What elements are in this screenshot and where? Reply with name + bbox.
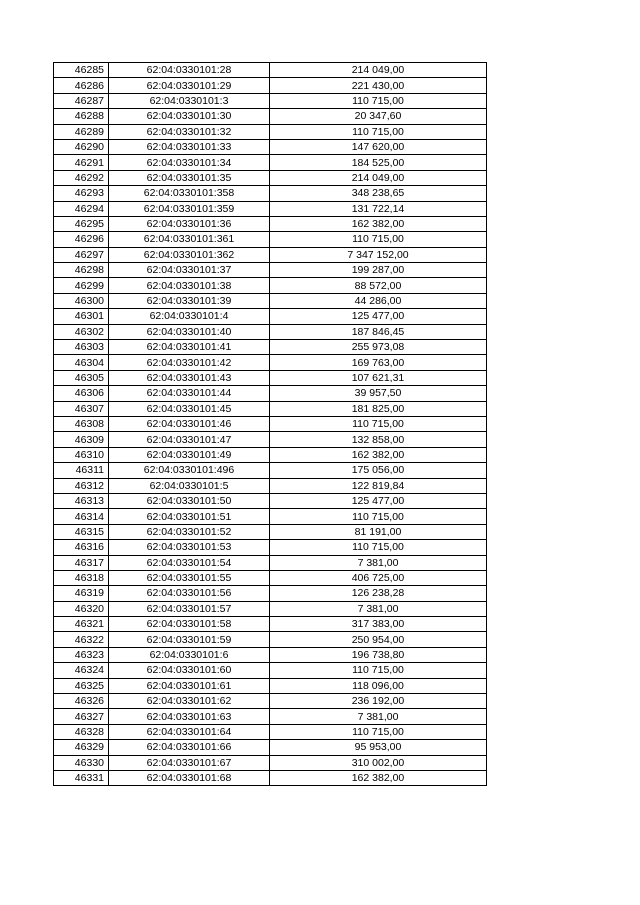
table-row bbox=[54, 601, 487, 616]
table-row bbox=[54, 509, 487, 524]
value-cell: 7 381,00 bbox=[270, 601, 487, 616]
row-number-cell: 46331 bbox=[54, 770, 109, 785]
cadastral-number-cell: 62:04:0330101:33 bbox=[109, 139, 270, 154]
value-cell: 110 715,00 bbox=[270, 540, 487, 555]
cadastral-number-cell: 62:04:0330101:55 bbox=[109, 570, 270, 585]
row-number-cell: 46323 bbox=[54, 647, 109, 662]
value-cell: 162 382,00 bbox=[270, 216, 487, 231]
row-number-cell: 46307 bbox=[54, 401, 109, 416]
value-cell: 122 819,84 bbox=[270, 478, 487, 493]
row-number-cell: 46290 bbox=[54, 139, 109, 154]
table-row bbox=[54, 109, 487, 124]
cadastral-number-cell: 62:04:0330101:66 bbox=[109, 740, 270, 755]
row-number-cell: 46319 bbox=[54, 586, 109, 601]
value-cell: 187 846,45 bbox=[270, 324, 487, 339]
cadastral-number-cell: 62:04:0330101:43 bbox=[109, 370, 270, 385]
value-cell: 39 957,50 bbox=[270, 386, 487, 401]
row-number-cell: 46302 bbox=[54, 324, 109, 339]
row-number-cell: 46309 bbox=[54, 432, 109, 447]
row-number-cell: 46303 bbox=[54, 340, 109, 355]
value-cell: 184 525,00 bbox=[270, 155, 487, 170]
row-number-cell: 46312 bbox=[54, 478, 109, 493]
cadastral-number-cell: 62:04:0330101:49 bbox=[109, 447, 270, 462]
cadastral-number-cell: 62:04:0330101:358 bbox=[109, 186, 270, 201]
cadastral-number-cell: 62:04:0330101:63 bbox=[109, 709, 270, 724]
cadastral-number-cell: 62:04:0330101:361 bbox=[109, 232, 270, 247]
cadastral-value-table bbox=[53, 62, 487, 786]
row-number-cell: 46318 bbox=[54, 570, 109, 585]
value-cell: 7 347 152,00 bbox=[270, 247, 487, 262]
table-row bbox=[54, 232, 487, 247]
table-row bbox=[54, 447, 487, 462]
table-row bbox=[54, 386, 487, 401]
table-row bbox=[54, 463, 487, 478]
cadastral-number-cell: 62:04:0330101:28 bbox=[109, 63, 270, 78]
table-row bbox=[54, 263, 487, 278]
value-cell: 110 715,00 bbox=[270, 663, 487, 678]
row-number-cell: 46297 bbox=[54, 247, 109, 262]
value-cell: 131 722,14 bbox=[270, 201, 487, 216]
cadastral-number-cell: 62:04:0330101:64 bbox=[109, 724, 270, 739]
value-cell: 310 002,00 bbox=[270, 755, 487, 770]
row-number-cell: 46287 bbox=[54, 93, 109, 108]
value-cell: 110 715,00 bbox=[270, 124, 487, 139]
value-cell: 175 056,00 bbox=[270, 463, 487, 478]
cadastral-number-cell: 62:04:0330101:68 bbox=[109, 770, 270, 785]
value-cell: 196 738,80 bbox=[270, 647, 487, 662]
value-cell: 125 477,00 bbox=[270, 309, 487, 324]
table-row bbox=[54, 740, 487, 755]
row-number-cell: 46317 bbox=[54, 555, 109, 570]
table-row bbox=[54, 63, 487, 78]
value-cell: 81 191,00 bbox=[270, 524, 487, 539]
cadastral-number-cell: 62:04:0330101:45 bbox=[109, 401, 270, 416]
table-row bbox=[54, 247, 487, 262]
table-row bbox=[54, 401, 487, 416]
value-cell: 132 858,00 bbox=[270, 432, 487, 447]
value-cell: 110 715,00 bbox=[270, 232, 487, 247]
value-cell: 7 381,00 bbox=[270, 709, 487, 724]
value-cell: 348 238,65 bbox=[270, 186, 487, 201]
row-number-cell: 46306 bbox=[54, 386, 109, 401]
row-number-cell: 46322 bbox=[54, 632, 109, 647]
table-row bbox=[54, 678, 487, 693]
table-row bbox=[54, 663, 487, 678]
value-cell: 169 763,00 bbox=[270, 355, 487, 370]
cadastral-number-cell: 62:04:0330101:32 bbox=[109, 124, 270, 139]
table-row bbox=[54, 617, 487, 632]
table-row bbox=[54, 709, 487, 724]
table-row bbox=[54, 139, 487, 154]
table-row bbox=[54, 416, 487, 431]
table-row bbox=[54, 370, 487, 385]
row-number-cell: 46326 bbox=[54, 694, 109, 709]
table-row bbox=[54, 124, 487, 139]
row-number-cell: 46292 bbox=[54, 170, 109, 185]
table-row bbox=[54, 216, 487, 231]
value-cell: 20 347,60 bbox=[270, 109, 487, 124]
value-cell: 214 049,00 bbox=[270, 170, 487, 185]
cadastral-number-cell: 62:04:0330101:59 bbox=[109, 632, 270, 647]
row-number-cell: 46300 bbox=[54, 293, 109, 308]
table-row bbox=[54, 724, 487, 739]
cadastral-number-cell: 62:04:0330101:40 bbox=[109, 324, 270, 339]
table-row bbox=[54, 278, 487, 293]
row-number-cell: 46285 bbox=[54, 63, 109, 78]
row-number-cell: 46315 bbox=[54, 524, 109, 539]
table-body bbox=[54, 63, 487, 786]
value-cell: 255 973,08 bbox=[270, 340, 487, 355]
table-row bbox=[54, 570, 487, 585]
cadastral-number-cell: 62:04:0330101:46 bbox=[109, 416, 270, 431]
value-cell: 317 383,00 bbox=[270, 617, 487, 632]
cadastral-number-cell: 62:04:0330101:362 bbox=[109, 247, 270, 262]
value-cell: 162 382,00 bbox=[270, 770, 487, 785]
cadastral-number-cell: 62:04:0330101:36 bbox=[109, 216, 270, 231]
cadastral-number-cell: 62:04:0330101:60 bbox=[109, 663, 270, 678]
cadastral-number-cell: 62:04:0330101:61 bbox=[109, 678, 270, 693]
value-cell: 147 620,00 bbox=[270, 139, 487, 154]
row-number-cell: 46295 bbox=[54, 216, 109, 231]
row-number-cell: 46311 bbox=[54, 463, 109, 478]
row-number-cell: 46304 bbox=[54, 355, 109, 370]
row-number-cell: 46313 bbox=[54, 493, 109, 508]
cadastral-number-cell: 62:04:0330101:57 bbox=[109, 601, 270, 616]
value-cell: 406 725,00 bbox=[270, 570, 487, 585]
table-row bbox=[54, 93, 487, 108]
table-row bbox=[54, 478, 487, 493]
table-row bbox=[54, 694, 487, 709]
cadastral-number-cell: 62:04:0330101:47 bbox=[109, 432, 270, 447]
table-row bbox=[54, 340, 487, 355]
row-number-cell: 46316 bbox=[54, 540, 109, 555]
cadastral-number-cell: 62:04:0330101:5 bbox=[109, 478, 270, 493]
table-row bbox=[54, 186, 487, 201]
table-row bbox=[54, 524, 487, 539]
cadastral-number-cell: 62:04:0330101:29 bbox=[109, 78, 270, 93]
table-row bbox=[54, 632, 487, 647]
table-row bbox=[54, 432, 487, 447]
table-row bbox=[54, 493, 487, 508]
cadastral-number-cell: 62:04:0330101:51 bbox=[109, 509, 270, 524]
value-cell: 214 049,00 bbox=[270, 63, 487, 78]
row-number-cell: 46305 bbox=[54, 370, 109, 385]
cadastral-number-cell: 62:04:0330101:67 bbox=[109, 755, 270, 770]
table-row bbox=[54, 647, 487, 662]
cadastral-number-cell: 62:04:0330101:6 bbox=[109, 647, 270, 662]
value-cell: 110 715,00 bbox=[270, 724, 487, 739]
row-number-cell: 46308 bbox=[54, 416, 109, 431]
row-number-cell: 46329 bbox=[54, 740, 109, 755]
cadastral-number-cell: 62:04:0330101:30 bbox=[109, 109, 270, 124]
cadastral-number-cell: 62:04:0330101:496 bbox=[109, 463, 270, 478]
cadastral-number-cell: 62:04:0330101:38 bbox=[109, 278, 270, 293]
cadastral-number-cell: 62:04:0330101:58 bbox=[109, 617, 270, 632]
value-cell: 125 477,00 bbox=[270, 493, 487, 508]
table-row bbox=[54, 201, 487, 216]
table-row bbox=[54, 78, 487, 93]
cadastral-number-cell: 62:04:0330101:41 bbox=[109, 340, 270, 355]
table-row bbox=[54, 770, 487, 785]
row-number-cell: 46301 bbox=[54, 309, 109, 324]
cadastral-number-cell: 62:04:0330101:54 bbox=[109, 555, 270, 570]
cadastral-value-table-wrapper bbox=[53, 62, 487, 786]
row-number-cell: 46294 bbox=[54, 201, 109, 216]
row-number-cell: 46310 bbox=[54, 447, 109, 462]
row-number-cell: 46330 bbox=[54, 755, 109, 770]
table-row bbox=[54, 755, 487, 770]
cadastral-number-cell: 62:04:0330101:35 bbox=[109, 170, 270, 185]
table-row bbox=[54, 293, 487, 308]
value-cell: 95 953,00 bbox=[270, 740, 487, 755]
row-number-cell: 46286 bbox=[54, 78, 109, 93]
value-cell: 107 621,31 bbox=[270, 370, 487, 385]
table-row bbox=[54, 309, 487, 324]
cadastral-number-cell: 62:04:0330101:359 bbox=[109, 201, 270, 216]
value-cell: 221 430,00 bbox=[270, 78, 487, 93]
cadastral-number-cell: 62:04:0330101:39 bbox=[109, 293, 270, 308]
cadastral-number-cell: 62:04:0330101:52 bbox=[109, 524, 270, 539]
table-row bbox=[54, 555, 487, 570]
row-number-cell: 46325 bbox=[54, 678, 109, 693]
value-cell: 44 286,00 bbox=[270, 293, 487, 308]
value-cell: 7 381,00 bbox=[270, 555, 487, 570]
row-number-cell: 46291 bbox=[54, 155, 109, 170]
value-cell: 118 096,00 bbox=[270, 678, 487, 693]
row-number-cell: 46324 bbox=[54, 663, 109, 678]
cadastral-number-cell: 62:04:0330101:4 bbox=[109, 309, 270, 324]
cadastral-number-cell: 62:04:0330101:34 bbox=[109, 155, 270, 170]
value-cell: 110 715,00 bbox=[270, 93, 487, 108]
row-number-cell: 46314 bbox=[54, 509, 109, 524]
table-row bbox=[54, 324, 487, 339]
row-number-cell: 46327 bbox=[54, 709, 109, 724]
row-number-cell: 46289 bbox=[54, 124, 109, 139]
cadastral-number-cell: 62:04:0330101:56 bbox=[109, 586, 270, 601]
table-row bbox=[54, 586, 487, 601]
row-number-cell: 46321 bbox=[54, 617, 109, 632]
row-number-cell: 46299 bbox=[54, 278, 109, 293]
value-cell: 162 382,00 bbox=[270, 447, 487, 462]
table-row bbox=[54, 170, 487, 185]
row-number-cell: 46288 bbox=[54, 109, 109, 124]
value-cell: 126 238,28 bbox=[270, 586, 487, 601]
cadastral-number-cell: 62:04:0330101:44 bbox=[109, 386, 270, 401]
value-cell: 236 192,00 bbox=[270, 694, 487, 709]
row-number-cell: 46296 bbox=[54, 232, 109, 247]
value-cell: 88 572,00 bbox=[270, 278, 487, 293]
value-cell: 110 715,00 bbox=[270, 416, 487, 431]
value-cell: 181 825,00 bbox=[270, 401, 487, 416]
table-row bbox=[54, 540, 487, 555]
cadastral-number-cell: 62:04:0330101:42 bbox=[109, 355, 270, 370]
value-cell: 110 715,00 bbox=[270, 509, 487, 524]
cadastral-number-cell: 62:04:0330101:3 bbox=[109, 93, 270, 108]
table-row bbox=[54, 355, 487, 370]
row-number-cell: 46298 bbox=[54, 263, 109, 278]
cadastral-number-cell: 62:04:0330101:62 bbox=[109, 694, 270, 709]
row-number-cell: 46320 bbox=[54, 601, 109, 616]
row-number-cell: 46293 bbox=[54, 186, 109, 201]
cadastral-number-cell: 62:04:0330101:53 bbox=[109, 540, 270, 555]
row-number-cell: 46328 bbox=[54, 724, 109, 739]
value-cell: 250 954,00 bbox=[270, 632, 487, 647]
cadastral-number-cell: 62:04:0330101:37 bbox=[109, 263, 270, 278]
value-cell: 199 287,00 bbox=[270, 263, 487, 278]
table-row bbox=[54, 155, 487, 170]
cadastral-number-cell: 62:04:0330101:50 bbox=[109, 493, 270, 508]
